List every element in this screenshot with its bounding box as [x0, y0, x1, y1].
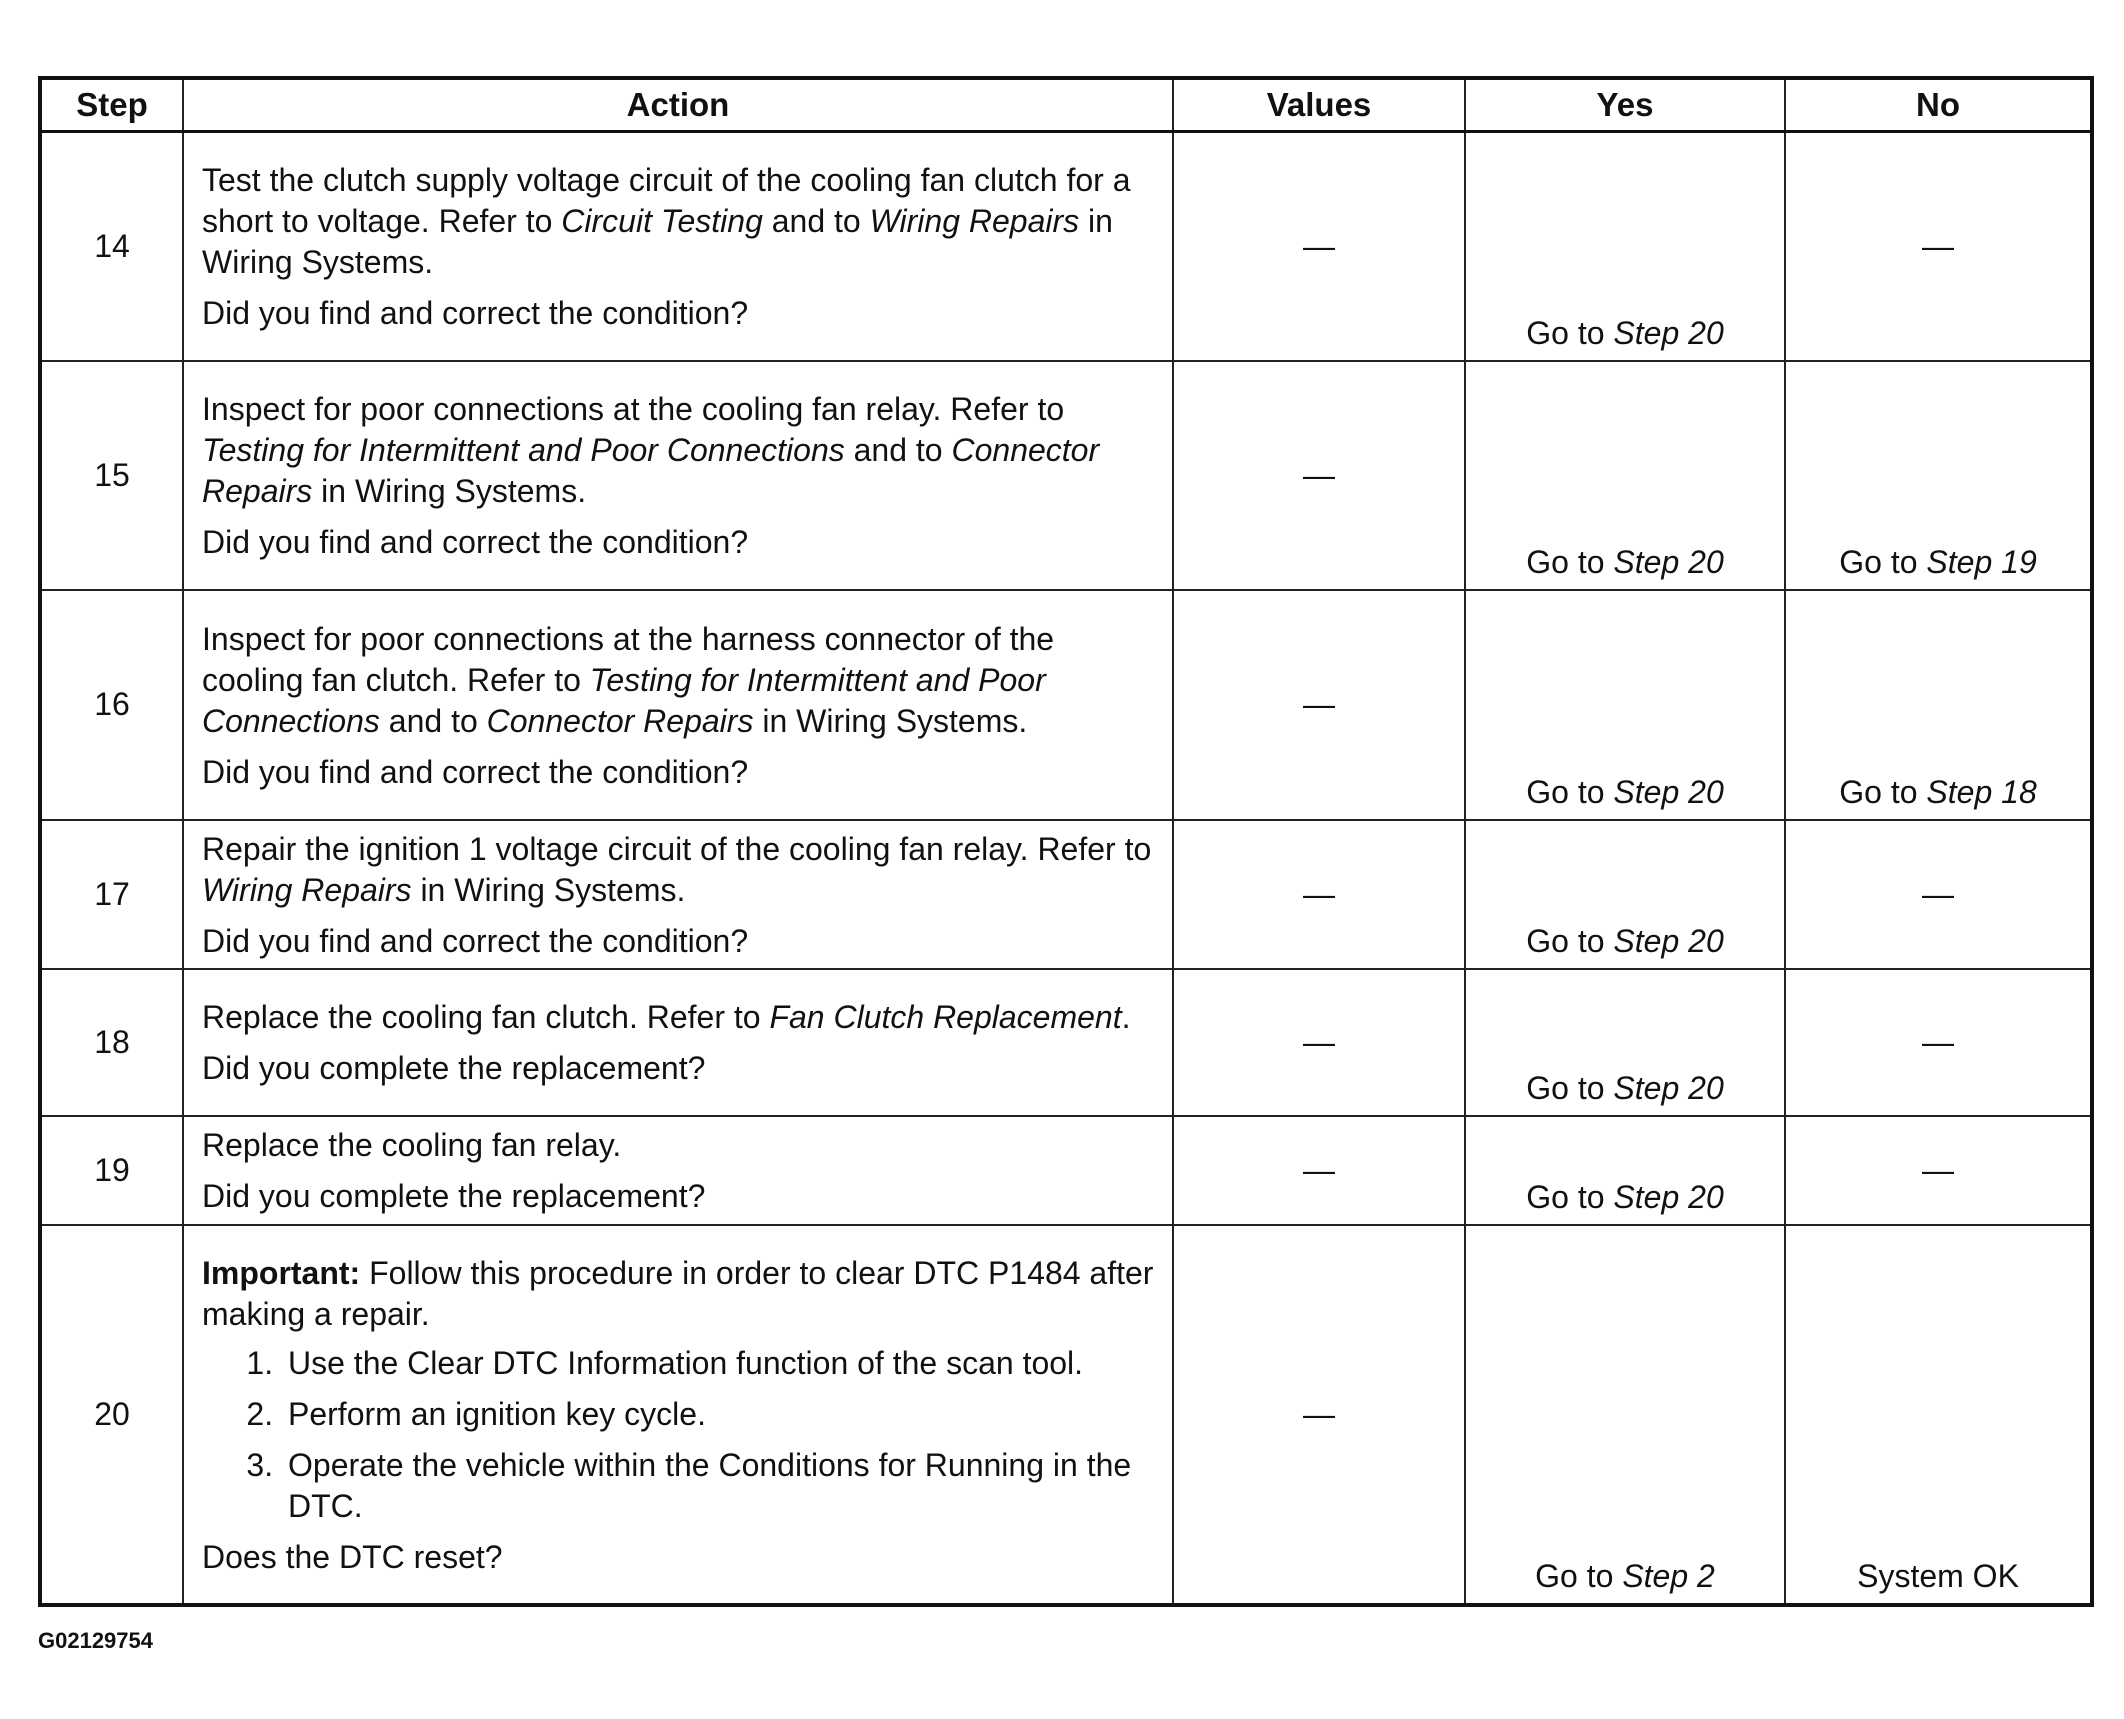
important-label: Important:	[202, 1254, 361, 1291]
important-note: Important: Follow this procedure in order to clear DTC P1484 after making a repair.	[202, 1254, 1154, 1332]
reference-link[interactable]: Wiring Repairs	[202, 871, 412, 908]
step-number: 17	[40, 820, 183, 969]
action-text: Repair the ignition 1 voltage circuit of the cooling fan relay. Refer to Wiring Repairs in Wiring Systems.	[202, 830, 1152, 908]
no-cell: —	[1785, 820, 2092, 969]
action-text: Replace the cooling fan relay.	[202, 1127, 622, 1163]
yes-cell: Go to Step 20	[1465, 820, 1785, 969]
list-item: 2. Perform an ignition key cycle.	[282, 1394, 1162, 1435]
action-cell	[183, 361, 1173, 590]
values-cell: —	[1173, 590, 1465, 820]
step-link[interactable]: Step 2	[1622, 1557, 1715, 1594]
step-link[interactable]: Step 20	[1613, 922, 1724, 959]
diagnostic-table	[38, 76, 2094, 1607]
action-question: Did you find and correct the condition?	[202, 295, 749, 332]
table-row-step-20	[40, 1225, 2092, 1605]
reference-link[interactable]: Circuit Testing	[561, 203, 763, 240]
reference-link[interactable]: Connector Repairs	[202, 432, 1100, 509]
step-number: 15	[40, 361, 183, 590]
reference-link[interactable]: Connector Repairs	[486, 702, 754, 739]
step-link[interactable]: Step 19	[1926, 543, 2037, 580]
yes-cell: Go to Step 20	[1465, 132, 1785, 361]
action-cell	[183, 820, 1173, 969]
table-row-step-15	[40, 361, 2092, 590]
step-number: 19	[40, 1116, 183, 1225]
action-question: Did you complete the replacement?	[202, 1178, 706, 1214]
yes-cell: Go to Step 20	[1465, 361, 1785, 590]
table-row-step-14	[40, 132, 2092, 361]
list-item: 3. Operate the vehicle within the Conditions for Running in the DTC.	[282, 1445, 1162, 1527]
action-question: Did you find and correct the condition?	[202, 922, 749, 959]
step-number: 16	[40, 590, 183, 820]
no-cell: Go to Step 18	[1785, 590, 2092, 820]
reference-link[interactable]: Fan Clutch Replacement	[769, 999, 1122, 1035]
step-number: 20	[40, 1225, 183, 1605]
step-link[interactable]: Step 20	[1613, 1069, 1724, 1106]
reference-link[interactable]: Testing for Intermittent and Poor Connections	[202, 432, 845, 468]
header-no: No	[1785, 78, 2092, 132]
step-link[interactable]: Step 20	[1613, 773, 1724, 810]
action-question: Did you complete the replacement?	[202, 1050, 706, 1086]
yes-cell: Go to Step 2	[1465, 1225, 1785, 1605]
yes-cell: Go to Step 20	[1465, 590, 1785, 820]
step-link[interactable]: Step 18	[1926, 773, 2037, 810]
no-cell: System OK	[1785, 1225, 2092, 1605]
action-question: Does the DTC reset?	[202, 1538, 503, 1575]
header-values: Values	[1173, 78, 1465, 132]
step-link[interactable]: Step 20	[1613, 314, 1724, 351]
values-cell: —	[1173, 361, 1465, 590]
table-row-step-18	[40, 969, 2092, 1116]
no-cell: —	[1785, 969, 2092, 1116]
values-cell: —	[1173, 1116, 1465, 1225]
values-cell: —	[1173, 820, 1465, 969]
table-row-step-17	[40, 820, 2092, 969]
values-cell: —	[1173, 969, 1465, 1116]
substep-list	[202, 1343, 1162, 1527]
figure-id: G02129754	[38, 1628, 153, 1653]
table-row-step-16	[40, 590, 2092, 820]
header-yes: Yes	[1465, 78, 1785, 132]
values-cell: —	[1173, 132, 1465, 361]
header-action: Action	[183, 78, 1173, 132]
action-cell	[183, 132, 1173, 361]
no-cell: Go to Step 19	[1785, 361, 2092, 590]
list-item: 1. Use the Clear DTC Information function of the scan tool.	[282, 1343, 1162, 1384]
yes-cell: Go to Step 20	[1465, 1116, 1785, 1225]
step-number: 14	[40, 132, 183, 361]
yes-cell: Go to Step 20	[1465, 969, 1785, 1116]
step-link[interactable]: Step 20	[1613, 1178, 1724, 1215]
action-text: Test the clutch supply voltage circuit of the cooling fan clutch for a short to voltage. Refer to Circuit Testing and to Wiring Repairs in Wiring Systems.	[202, 162, 1131, 281]
values-cell: —	[1173, 1225, 1465, 1605]
reference-link[interactable]: Testing for Intermittent and Poor Connections	[202, 661, 1046, 739]
action-cell	[183, 1225, 1173, 1605]
header-row	[40, 78, 2092, 132]
step-number: 18	[40, 969, 183, 1116]
no-cell: —	[1785, 1116, 2092, 1225]
action-text: Inspect for poor connections at the cooling fan relay. Refer to Testing for Intermittent and Poor Connections and to Connector Repairs in Wiring Systems.	[202, 391, 1100, 509]
table-row-step-19	[40, 1116, 2092, 1225]
action-text: Replace the cooling fan clutch. Refer to Fan Clutch Replacement.	[202, 999, 1131, 1035]
no-cell: —	[1785, 132, 2092, 361]
action-text: Inspect for poor connections at the harness connector of the cooling fan clutch. Refer to Testing for Intermittent and Poor Connections and to Connector Repairs in Wiring Systems.	[202, 620, 1055, 739]
action-question: Did you find and correct the condition?	[202, 524, 749, 560]
action-cell	[183, 969, 1173, 1116]
step-link[interactable]: Step 20	[1613, 543, 1724, 580]
action-cell	[183, 1116, 1173, 1225]
action-question: Did you find and correct the condition?	[202, 753, 749, 790]
action-cell	[183, 590, 1173, 820]
reference-link[interactable]: Wiring Repairs	[869, 203, 1080, 240]
header-step: Step	[40, 78, 183, 132]
